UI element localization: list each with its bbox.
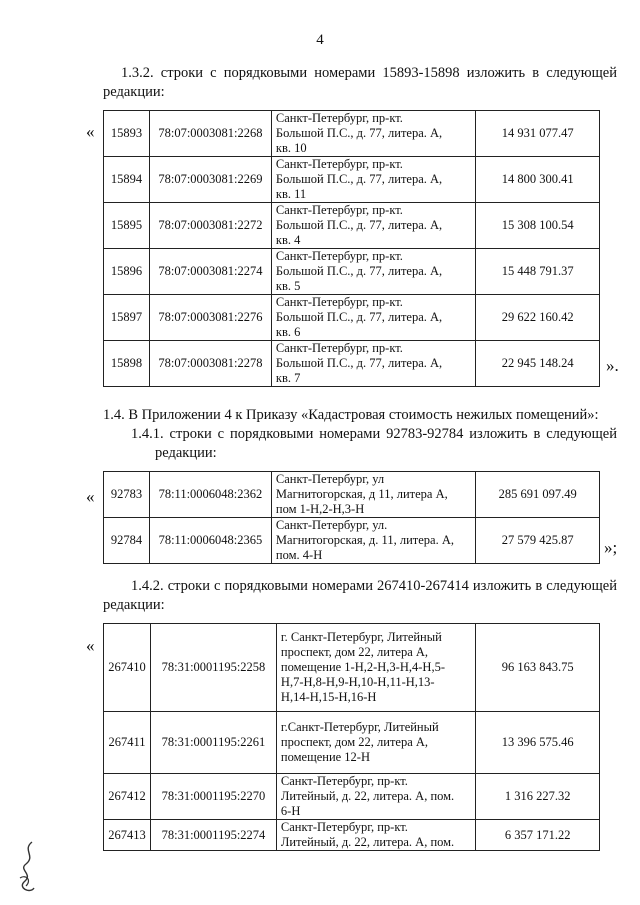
cell-row-number: 92783 — [104, 472, 150, 518]
address-line: Литейный, д. 22, литера. А, пом. — [280, 835, 455, 849]
cell-row-number: 15897 — [104, 295, 150, 341]
cell-cadastral-number: 78:07:0003081:2272 — [149, 203, 271, 249]
cell-address — [276, 820, 475, 851]
cell-cadastral-value: 96 163 843.75 — [476, 624, 600, 712]
section-14-heading: 1.4. В Приложении 4 к Приказу «Кадастровая стоимость нежилых помещений»: — [103, 407, 599, 423]
address-line: Санкт-Петербург, пр-кт. — [280, 820, 408, 834]
address-line: Санкт-Петербург, пр-кт. — [275, 203, 403, 217]
cell-cadastral-value: 13 396 575.46 — [476, 712, 600, 774]
section-142-intro-line2: редакции: — [103, 597, 165, 613]
open-quote: « — [86, 487, 95, 506]
cell-row-number: 15894 — [104, 157, 150, 203]
handwritten-signature-mark — [12, 838, 42, 898]
cell-cadastral-number: 78:31:0001195:2261 — [150, 712, 276, 774]
address-line: пом. 4-Н — [275, 548, 323, 562]
address-line: г.Санкт-Петербург, Литейный — [280, 720, 439, 734]
cell-row-number: 267411 — [104, 712, 151, 774]
table-row — [104, 774, 600, 820]
table-141 — [103, 471, 600, 564]
table-row — [104, 624, 600, 712]
table-row — [104, 472, 600, 518]
cell-cadastral-number: 78:07:0003081:2268 — [149, 111, 271, 157]
section-141-intro-line2: редакции: — [155, 445, 217, 461]
table-row — [104, 518, 600, 564]
cell-address — [271, 203, 475, 249]
address-line: г. Санкт-Петербург, Литейный — [280, 630, 442, 644]
table-row — [104, 249, 600, 295]
section-132-intro-line1: 1.3.2. строки с порядковыми номерами 15893-15898 изложить в следующей — [121, 65, 617, 81]
section-141-intro-line1: 1.4.1. строки с порядковыми номерами 92783-92784 изложить в следующей — [131, 426, 617, 442]
table-row — [104, 157, 600, 203]
cell-row-number: 267410 — [104, 624, 151, 712]
section-142-intro-line1: 1.4.2. строки с порядковыми номерами 267410-267414 изложить в следующей — [131, 578, 617, 594]
table-row — [104, 111, 600, 157]
close-quote: ». — [606, 356, 619, 375]
cell-address — [276, 624, 475, 712]
table-row — [104, 341, 600, 387]
cell-address — [271, 341, 475, 387]
address-line: Большой П.С., д. 77, литера. А, — [275, 172, 443, 186]
cell-cadastral-number: 78:11:0006048:2365 — [149, 518, 271, 564]
cell-cadastral-number: 78:07:0003081:2276 — [149, 295, 271, 341]
cell-cadastral-value: 27 579 425.87 — [476, 518, 600, 564]
address-line: кв. 11 — [275, 187, 307, 201]
address-line: Санкт-Петербург, пр-кт. — [275, 341, 403, 355]
cell-cadastral-value: 29 622 160.42 — [476, 295, 600, 341]
cell-row-number: 15898 — [104, 341, 150, 387]
cell-row-number: 15893 — [104, 111, 150, 157]
address-line: Магнитогорская, д. 11, литера. А, — [275, 533, 454, 547]
cell-row-number: 267412 — [104, 774, 151, 820]
cell-cadastral-value: 15 448 791.37 — [476, 249, 600, 295]
address-line: пом 1-Н,2-Н,3-Н — [275, 502, 365, 516]
address-line: Санкт-Петербург, пр-кт. — [275, 157, 403, 171]
cell-row-number: 15895 — [104, 203, 150, 249]
cell-cadastral-value: 15 308 100.54 — [476, 203, 600, 249]
address-line: кв. 6 — [275, 325, 301, 339]
cell-address — [276, 712, 475, 774]
address-line: Большой П.С., д. 77, литера. А, — [275, 356, 443, 370]
cell-address — [271, 249, 475, 295]
table-row — [104, 712, 600, 774]
cell-cadastral-number: 78:07:0003081:2274 — [149, 249, 271, 295]
cell-cadastral-value: 14 931 077.47 — [476, 111, 600, 157]
address-line: кв. 10 — [275, 141, 307, 155]
cell-cadastral-value: 14 800 300.41 — [476, 157, 600, 203]
address-line: проспект, дом 22, литера А, — [280, 735, 429, 749]
cell-cadastral-value: 6 357 171.22 — [476, 820, 600, 851]
address-line: кв. 5 — [275, 279, 301, 293]
cell-row-number: 15896 — [104, 249, 150, 295]
address-line: Санкт-Петербург, пр-кт. — [275, 295, 403, 309]
address-line: проспект, дом 22, литера А, — [280, 645, 429, 659]
address-line: помещение 12-Н — [280, 750, 370, 764]
table-142 — [103, 623, 600, 851]
cell-cadastral-number: 78:31:0001195:2270 — [150, 774, 276, 820]
address-line: Литейный, д. 22, литера. А, пом. — [280, 789, 455, 803]
cell-cadastral-value: 285 691 097.49 — [476, 472, 600, 518]
cell-cadastral-number: 78:31:0001195:2258 — [150, 624, 276, 712]
cell-cadastral-number: 78:11:0006048:2362 — [149, 472, 271, 518]
cell-cadastral-number: 78:07:0003081:2278 — [149, 341, 271, 387]
address-line: Большой П.С., д. 77, литера. А, — [275, 264, 443, 278]
address-line: Н,14-Н,15-Н,16-Н — [280, 690, 377, 704]
cell-address — [271, 157, 475, 203]
table-row — [104, 295, 600, 341]
cell-address — [271, 472, 475, 518]
address-line: Магнитогорская, д 11, литера А, — [275, 487, 448, 501]
table-row — [104, 203, 600, 249]
address-line: Большой П.С., д. 77, литера. А, — [275, 310, 443, 324]
address-line: Санкт-Петербург, пр-кт. — [275, 111, 403, 125]
address-line: 6-Н — [280, 804, 301, 818]
cell-cadastral-value: 22 945 148.24 — [476, 341, 600, 387]
cell-cadastral-number: 78:07:0003081:2269 — [149, 157, 271, 203]
cell-address — [271, 295, 475, 341]
open-quote: « — [86, 636, 95, 655]
address-line: помещение 1-Н,2-Н,3-Н,4-Н,5- — [280, 660, 445, 674]
address-line: кв. 4 — [275, 233, 301, 247]
address-line: Санкт-Петербург, пр-кт. — [275, 249, 403, 263]
open-quote: « — [86, 122, 95, 141]
table-132 — [103, 110, 600, 387]
cell-row-number: 92784 — [104, 518, 150, 564]
address-line: Санкт-Петербург, ул. — [275, 518, 388, 532]
cell-cadastral-number: 78:31:0001195:2274 — [150, 820, 276, 851]
address-line: Большой П.С., д. 77, литера. А, — [275, 218, 443, 232]
address-line: Большой П.С., д. 77, литера. А, — [275, 126, 443, 140]
cell-address — [276, 774, 475, 820]
cell-cadastral-value: 1 316 227.32 — [476, 774, 600, 820]
table-row — [104, 820, 600, 851]
address-line: Санкт-Петербург, ул — [275, 472, 385, 486]
address-line: кв. 7 — [275, 371, 301, 385]
close-quote: »; — [604, 538, 618, 557]
address-line: Санкт-Петербург, пр-кт. — [280, 774, 408, 788]
cell-row-number: 267413 — [104, 820, 151, 851]
address-line: Н,7-Н,8-Н,9-Н,10-Н,11-Н,13- — [280, 675, 435, 689]
page-number: 4 — [316, 32, 324, 48]
cell-address — [271, 518, 475, 564]
cell-address — [271, 111, 475, 157]
section-132-intro-line2: редакции: — [103, 84, 165, 100]
